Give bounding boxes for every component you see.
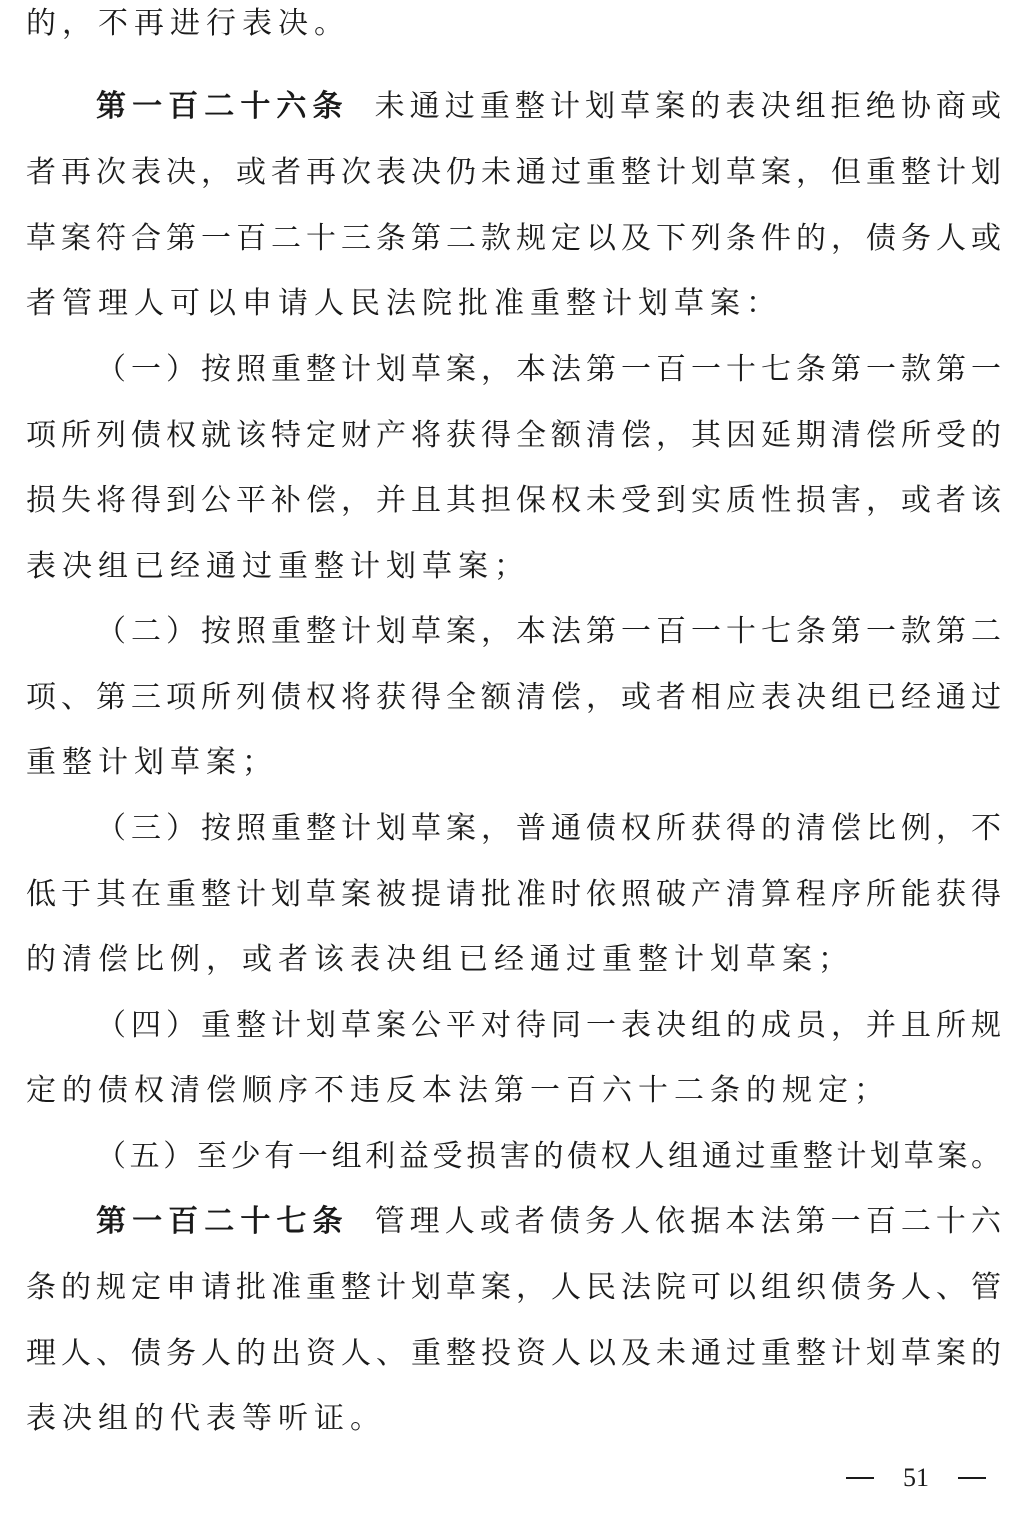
article-126-text: 未通过重整计划草案的表决组拒绝协商或 bbox=[374, 89, 1002, 124]
text-line: （四）重整计划草案公平对待同一表决组的成员，并且所规 bbox=[96, 1008, 1001, 1043]
text-line: 的清偿比例，或者该表决组已经通过重整计划草案； bbox=[26, 942, 854, 977]
text-line: （二）按照重整计划草案，本法第一百一十七条第一款第二 bbox=[96, 614, 1001, 649]
article-127-text: 管理人或者债务人依据本法第一百二十六 bbox=[374, 1204, 1002, 1239]
text-line: 表决组的代表等听证。 bbox=[26, 1401, 386, 1436]
text-line: （三）按照重整计划草案，普通债权所获得的清偿比例，不 bbox=[96, 811, 1001, 846]
article-126-first-line bbox=[96, 87, 1001, 127]
page-number: 51 bbox=[903, 1463, 929, 1492]
text-line: （五）至少有一组利益受损害的债权人组通过重整计划草案。 bbox=[96, 1139, 1001, 1174]
page-footer bbox=[846, 1460, 986, 1496]
article-127-title: 第一百二十七条 bbox=[96, 1204, 349, 1239]
text-line: （一）按照重整计划草案，本法第一百一十七条第一款第一 bbox=[96, 352, 1001, 387]
text-line: 定的债权清偿顺序不违反本法第一百六十二条的规定； bbox=[26, 1073, 890, 1108]
footer-dash-left bbox=[846, 1477, 874, 1479]
text-line: 条的规定申请批准重整计划草案，人民法院可以组织债务人、管 bbox=[26, 1270, 1001, 1305]
text-line: 项所列债权就该特定财产将获得全额清偿，其因延期清偿所受的 bbox=[26, 418, 1001, 453]
article-126-title: 第一百二十六条 bbox=[96, 89, 349, 124]
text-line: 重整计划草案； bbox=[26, 745, 278, 780]
text-line: 的，不再进行表决。 bbox=[26, 6, 350, 41]
text-line: 者再次表决，或者再次表决仍未通过重整计划草案，但重整计划 bbox=[26, 155, 1001, 190]
footer-dash-right bbox=[958, 1477, 986, 1479]
text-line: 表决组已经通过重整计划草案； bbox=[26, 549, 530, 584]
text-line: 草案符合第一百二十三条第二款规定以及下列条件的，债务人或 bbox=[26, 221, 1001, 256]
text-line: 低于其在重整计划草案被提请批准时依照破产清算程序所能获得 bbox=[26, 877, 1001, 912]
text-line: 损失将得到公平补偿，并且其担保权未受到实质性损害，或者该 bbox=[26, 483, 1001, 518]
text-line: 理人、债务人的出资人、重整投资人以及未通过重整计划草案的 bbox=[26, 1336, 1001, 1371]
article-127-first-line bbox=[96, 1202, 1001, 1242]
text-line: 项、第三项所列债权将获得全额清偿，或者相应表决组已经通过 bbox=[26, 680, 1001, 715]
text-line: 者管理人可以申请人民法院批准重整计划草案： bbox=[26, 286, 782, 321]
